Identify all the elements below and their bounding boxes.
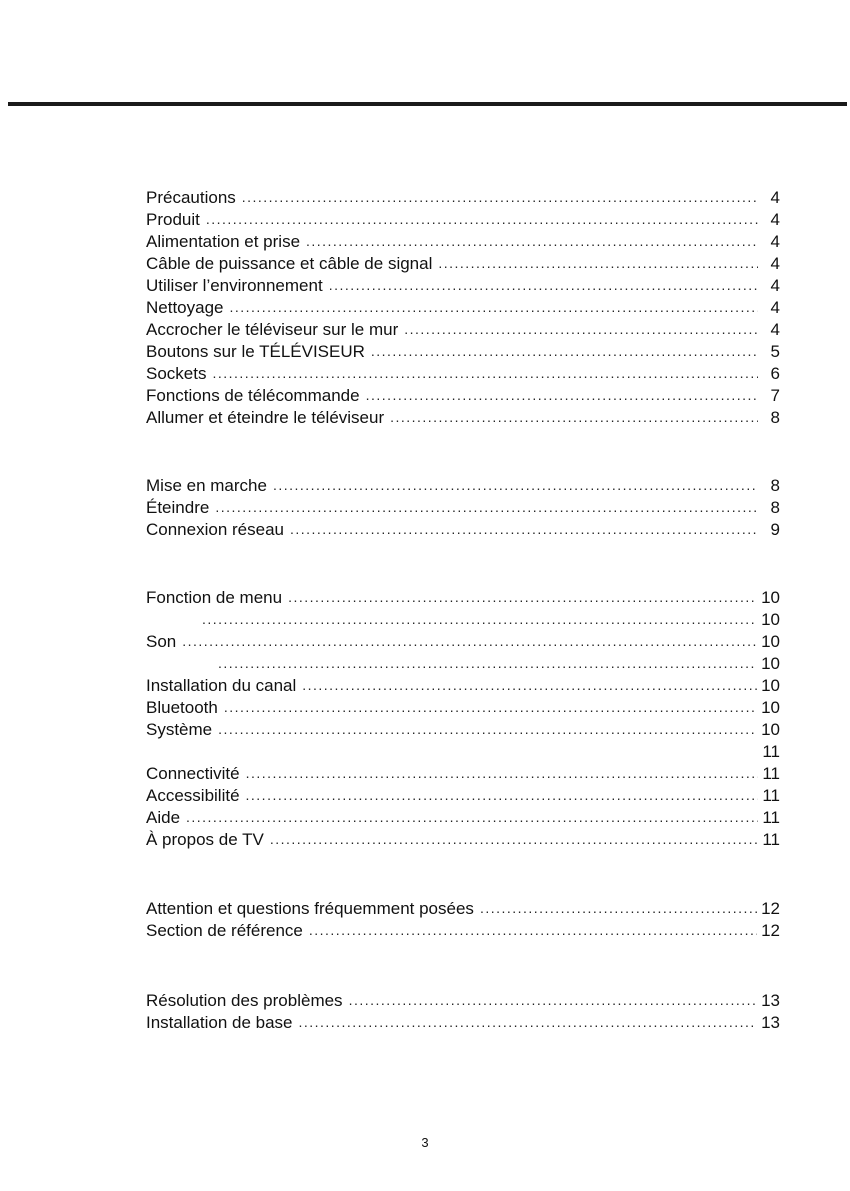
toc-section-1 xyxy=(146,187,780,429)
toc-section-5 xyxy=(146,990,780,1034)
toc-entry-page: 11 xyxy=(762,742,780,761)
toc-entry-page: 4 xyxy=(770,188,780,207)
toc-entry[interactable] xyxy=(146,697,780,719)
toc-leader-dots xyxy=(306,230,758,252)
toc-entry[interactable] xyxy=(146,497,780,519)
toc-entry-label: Accessibilité xyxy=(146,786,240,805)
toc-entry-label: Éteindre xyxy=(146,498,210,517)
toc-entry[interactable] xyxy=(146,587,780,609)
toc-entry-label: Attention et questions fréquemment posées xyxy=(146,899,474,918)
toc-section-2 xyxy=(146,475,780,541)
toc-leader-dots xyxy=(329,274,758,296)
toc-entry-page: 8 xyxy=(770,476,780,495)
toc-entry-label: Nettoyage xyxy=(146,298,224,317)
toc-entry[interactable] xyxy=(146,920,780,942)
toc-entry[interactable] xyxy=(146,297,780,319)
toc-entry-page: 6 xyxy=(770,364,780,383)
toc-leader-dots xyxy=(218,718,757,740)
toc-leader-dots xyxy=(299,1011,758,1033)
toc-entry-label: Section de référence xyxy=(146,921,303,940)
toc-entry[interactable] xyxy=(146,209,780,231)
toc-entry-label: Accrocher le téléviseur sur le mur xyxy=(146,320,399,339)
toc-entry[interactable] xyxy=(146,719,780,741)
toc-entry-page: 12 xyxy=(761,921,780,940)
toc-leader-dots xyxy=(270,828,758,850)
toc-entry-page: 11 xyxy=(762,764,780,783)
toc-leader-dots xyxy=(349,989,758,1011)
toc-leader-dots xyxy=(242,186,758,208)
toc-leader-dots xyxy=(288,586,757,608)
toc-entry[interactable] xyxy=(146,231,780,253)
toc-entry[interactable] xyxy=(146,653,780,675)
toc-leader-dots xyxy=(182,630,757,652)
toc-leader-dots xyxy=(404,318,758,340)
toc-entry-page: 10 xyxy=(761,588,780,607)
toc-leader-dots xyxy=(371,340,758,362)
toc-leader-dots xyxy=(218,652,757,674)
toc-entry-page: 4 xyxy=(770,276,780,295)
toc-entry[interactable] xyxy=(146,631,780,653)
toc-entry[interactable] xyxy=(146,407,780,429)
toc-entry[interactable] xyxy=(146,275,780,297)
toc-entry[interactable] xyxy=(146,385,780,407)
toc-leader-dots xyxy=(215,496,758,518)
toc-entry[interactable] xyxy=(146,341,780,363)
toc-entry-page: 10 xyxy=(761,610,780,629)
toc-entry[interactable] xyxy=(146,609,780,631)
toc-leader-dots xyxy=(246,762,758,784)
toc-entry[interactable] xyxy=(146,829,780,851)
toc-entry[interactable] xyxy=(146,807,780,829)
toc-entry-label: À propos de TV xyxy=(146,830,264,849)
toc-entry-label: Bluetooth xyxy=(146,698,218,717)
toc-entry-page: 11 xyxy=(762,808,780,827)
page-number: 3 xyxy=(421,1135,429,1150)
toc-entry-label: Installation de base xyxy=(146,1013,293,1032)
toc-entry-page: 4 xyxy=(770,210,780,229)
toc-entry-page: 13 xyxy=(761,991,780,1010)
toc-leader-dots xyxy=(230,296,759,318)
toc-entry-page: 4 xyxy=(770,254,780,273)
toc-entry[interactable] xyxy=(146,763,780,785)
toc-entry[interactable] xyxy=(146,363,780,385)
toc-entry-page: 4 xyxy=(770,298,780,317)
toc-entry[interactable] xyxy=(146,253,780,275)
toc-entry[interactable] xyxy=(146,990,780,1012)
toc-entry-label: Sockets xyxy=(146,364,207,383)
toc-entry-page: 7 xyxy=(770,386,780,405)
toc-entry-label: Produit xyxy=(146,210,200,229)
toc-entry-page: 10 xyxy=(761,698,780,717)
toc-entry-label: Connectivité xyxy=(146,764,240,783)
toc-entry[interactable] xyxy=(146,1012,780,1034)
toc-leader-dots xyxy=(290,518,758,540)
toc-entry[interactable] xyxy=(146,898,780,920)
toc-entry-label: Son xyxy=(146,632,177,651)
toc-leader-dots xyxy=(224,696,757,718)
toc-leader-dots xyxy=(390,406,758,428)
toc-entry-page: 10 xyxy=(761,720,780,739)
toc-leader-dots xyxy=(246,784,758,806)
toc-entry-page: 11 xyxy=(762,830,780,849)
toc-leader-dots xyxy=(202,608,757,630)
toc-entry-label: Aide xyxy=(146,808,181,827)
toc-entry-label: Mise en marche xyxy=(146,476,267,495)
toc-entry[interactable] xyxy=(146,741,780,763)
toc-entry-page: 8 xyxy=(770,498,780,517)
toc-entry-page: 4 xyxy=(770,232,780,251)
toc-entry[interactable] xyxy=(146,785,780,807)
toc-leader-dots xyxy=(186,806,758,828)
toc-entry-label: Allumer et éteindre le téléviseur xyxy=(146,408,385,427)
toc-section-4 xyxy=(146,898,780,942)
toc-entry-label: Fonctions de télécommande xyxy=(146,386,360,405)
toc-entry-label: Résolution des problèmes xyxy=(146,991,343,1010)
toc-leader-dots xyxy=(212,362,758,384)
toc-entry-label: Connexion réseau xyxy=(146,520,284,539)
toc-entry-label: Utiliser l’environnement xyxy=(146,276,323,295)
toc-entry-label: Fonction de menu xyxy=(146,588,283,607)
toc-leader-dots xyxy=(438,252,758,274)
toc-entry[interactable] xyxy=(146,319,780,341)
toc-entry-page: 10 xyxy=(761,654,780,673)
toc-entry-label: Câble de puissance et câble de signal xyxy=(146,254,433,273)
toc-leader-dots xyxy=(480,897,757,919)
toc-entry-page: 13 xyxy=(761,1013,780,1032)
toc-leader-dots xyxy=(206,208,758,230)
toc-entry-page: 5 xyxy=(770,342,780,361)
toc-entry-label: Précautions xyxy=(146,188,236,207)
toc-entry-label: Installation du canal xyxy=(146,676,297,695)
toc-leader-dots xyxy=(366,384,758,406)
toc-entry-page: 10 xyxy=(761,676,780,695)
toc-leader-dots xyxy=(309,919,757,941)
toc-entry-label: Système xyxy=(146,720,213,739)
toc-entry[interactable] xyxy=(146,187,780,209)
header-rule xyxy=(8,102,847,106)
toc-entry-label: Alimentation et prise xyxy=(146,232,301,251)
toc-leader-dots xyxy=(273,474,758,496)
toc-entry-page: 4 xyxy=(770,320,780,339)
toc-entry-page: 10 xyxy=(761,632,780,651)
toc-leader-dots xyxy=(302,674,757,696)
toc-entry-page: 11 xyxy=(762,786,780,805)
toc-entry-page: 9 xyxy=(770,520,780,539)
toc-entry-label: Boutons sur le TÉLÉVISEUR xyxy=(146,342,365,361)
toc-entry[interactable] xyxy=(146,519,780,541)
toc-entry[interactable] xyxy=(146,475,780,497)
toc-entry[interactable] xyxy=(146,675,780,697)
toc-section-3 xyxy=(146,587,780,851)
toc-entry-page: 12 xyxy=(761,899,780,918)
toc-entry-page: 8 xyxy=(770,408,780,427)
